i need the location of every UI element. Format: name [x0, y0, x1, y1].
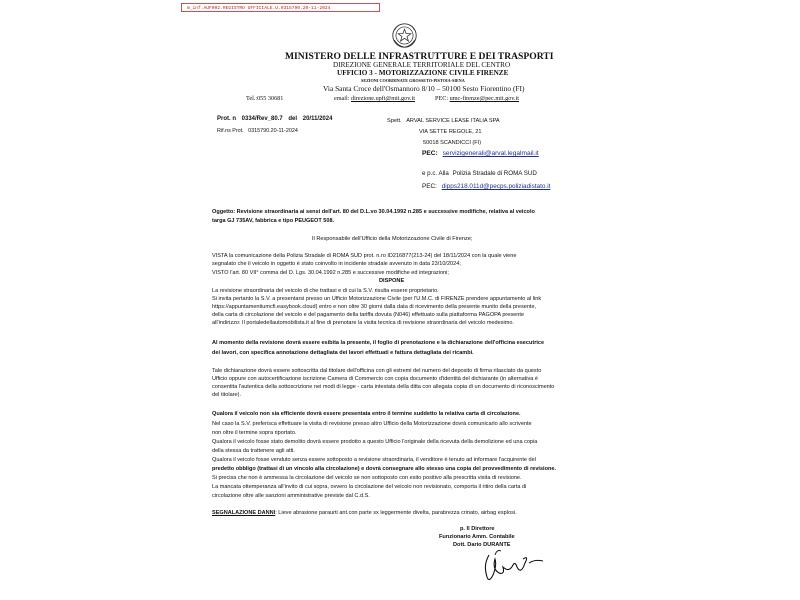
protocol-stamp: m_inf.AUF002.REGISTRO UFFICIALE.U.0315790.20-11-2024: [181, 3, 380, 12]
recipient-pec-label: PEC:: [422, 150, 438, 157]
prot-label: Prot. n: [217, 116, 236, 122]
para-6-line-1: Nel caso la S.V. preferisca effettuare la visita di revisione presso altro Ufficio della Motorizzazione dovrà comunicarlo allo scrivente: [212, 421, 532, 427]
office-title: UFFICIO 3 - MOTORIZZAZIONE CIVILE FIRENZE: [337, 69, 509, 77]
signature-name: Dott. Dario DURANTE: [453, 542, 511, 548]
vista-line-2: segnalato che il veicolo in oggetto è stato coinvolto in incidente stradale avvenuto in data 23/10/2024;: [212, 261, 461, 267]
spett-label: Spett.: [387, 118, 402, 124]
cc-pec-label: PEC:: [422, 183, 437, 190]
cc-name: Polizia Stradale di ROMA SUD: [452, 170, 537, 177]
para-2-line-3: della carta di circolazione del veicolo e del pagamento della tariffa dovuta (N046) effettuato sulla piattaforma PAGOPA presente: [212, 312, 524, 318]
visto-line: VISTO l'art. 80 VII° comma del D. Lgs. 30.04.1992 n.285 e successive modifiche ed integrazioni;: [212, 270, 449, 276]
para-10-line-2: circolazione oltre alle sanzioni amministrative previste dal C.d.S.: [212, 493, 370, 499]
prot-del-label: del: [288, 116, 298, 122]
cc-prefix: e p.c. Alla: [422, 170, 449, 177]
reference-protocol: [217, 128, 298, 134]
cc-pec: [422, 183, 550, 190]
recipient-name: [387, 118, 500, 124]
para-7-line-1: Qualora il veicolo fosse stato demolito dovrà essere prodotto a questo Ufficio l'originale della ricevuta della demolizione ed una copia: [212, 439, 538, 445]
rif-label: Rif.ns Prot.: [217, 128, 244, 134]
dispone-heading: DISPONE: [379, 278, 405, 284]
prot-date: 20/11/2024: [302, 116, 333, 122]
cc-recipient: [422, 170, 537, 177]
para-5: Qualora il veicolo non sia efficiente dovrà essere presentata entro il termine suddetto la relativa carta di circolazione.: [212, 411, 521, 417]
para-8-line-2: predetto obbligo (trattasi di un vincolo alla circolazione) e dovrà consegnare allo stesso una copia del provvedimento di revisione.: [212, 466, 556, 472]
para-4-line-2: Ufficio oppure con autocertificazione iscrizione Camera di Commercio con copia documento d'identità del dichiarante (in alternativa è: [212, 376, 538, 382]
italian-republic-emblem-icon: [391, 22, 418, 49]
para-8-line-1: Qualora il veicolo fosse venduto senza essere sottoposto a revisione straordinaria, il venditore è tenuto ad informare l'acquirente del: [212, 457, 536, 463]
office-pec: [435, 95, 519, 102]
subject-line-2: targa GJ 735AV, fabbrica e tipo PEUGEOT 508.: [212, 218, 335, 224]
vista-line-1: VISTA la comunicazione della Polizia Stradale di ROMA SUD prot. n.ro ID216877(213-24) del 18/11/2024 con la quale viene: [212, 253, 517, 259]
para-2-line-2: https://appuntamentiumcfi.easybook.cloud) entro e non oltre 30 giorni dalla data di ricevimento della presente munito della presente,: [212, 304, 537, 310]
office-phone: Tel.:055 30681: [246, 95, 284, 102]
para-2-line-4: all'indirizzo: Il portaledellautomobilista.it al fine di prenotare la visita tecnica di revisione straordinaria del veicolo medesimo.: [212, 320, 514, 326]
para-7-line-2: della stessa da trattenere agli atti.: [212, 448, 295, 454]
damage-report: [212, 510, 517, 516]
office-email: [334, 95, 415, 102]
subject-line-1: Oggetto: Revisione straordinaria ai sensi dell'art. 80 del D.L.vo 30.04.1992 n.285 e successive modifiche, relativa al veicolo: [212, 209, 535, 215]
para-4-line-3: consentita l'autentica della sottoscrizione nei modi di legge - carta intestata della ditta con allegata copia di un documento di riconoscimento: [212, 384, 555, 390]
para-10-line-1: La mancata ottemperanza all'invito di cui sopra, ovvero la circolazione del veicolo non revisionato, comporta il ritiro della carta di: [212, 484, 527, 490]
para-6-line-2: non oltre il termine sopra riportato.: [212, 430, 297, 436]
protocol-number: [217, 116, 332, 122]
email-label: email:: [334, 95, 350, 102]
recipient-street: VIA SETTE REGOLE, 21: [419, 129, 482, 135]
sections-text: SEZIONI COORDINATE GROSSETO-PISTOIA-SIENA: [361, 78, 465, 83]
para-3-line-2: dei lavori, con specifica annotazione dettagliata dei lavori effettuati e fattura dettagliata dei ricambi.: [212, 350, 474, 356]
para-1: La revisione straordinaria del veicolo di che trattasi e di cui la S.V. risulta essere proprietario.: [212, 288, 439, 294]
direction-title: DIREZIONE GENERALE TERRITORIALE DEL CENTRO: [333, 61, 511, 69]
recipient-city: 50018 SCANDICCI (FI): [423, 140, 482, 146]
pec-link[interactable]: umc-firenze@pec.mit.gov.it: [449, 95, 520, 102]
para-3-line-1: Al momento della revisione dovrà essere esibita la presente, il foglio di prenotazione e la dichiarazione dell'officina esecutrice: [212, 340, 545, 346]
prot-value: 0334/Rev_80.7: [241, 116, 283, 122]
para-4-line-1: Tale dichiarazione dovrà essere sottoscritta dal titolare dell'officina con gli estremi del numero del deposito di firma rilasciato da questo: [212, 368, 542, 374]
para-9: Si precisa che non è ammessa la circolazione del veicolo se non sottoposto con esito positivo alla prescritta visita di revisione.: [212, 475, 522, 481]
para-4-line-4: del titolare).: [212, 392, 241, 398]
pec-label: PEC:: [435, 95, 449, 102]
damage-label: SEGNALAZIONE DANNI: [212, 510, 276, 516]
email-link[interactable]: direzione.upfi@mit.gov.it: [351, 95, 415, 102]
signature-pp: p. Il Direttore: [460, 526, 495, 532]
damage-text: : Lieve abrasione paraurti ant.con parte sx leggermente divelta, parabrezza crinato, airbag esplosi.: [275, 510, 517, 516]
recipient-company: ARVAL SERVICE LEASE ITALIA SPA: [406, 118, 500, 124]
cc-pec-link[interactable]: dipps218.011d@pecps.poliziadistato.it: [441, 183, 551, 190]
recipient-pec-link[interactable]: servizigenerali@arval.legalmail.it: [442, 150, 539, 157]
ministry-title: MINISTERO DELLE INFRASTRUTTURE E DEI TRASPORTI: [285, 51, 554, 62]
responsible-line: Il Responsabile dell'Ufficio della Motorizzazione Civile di Firenze;: [312, 236, 473, 242]
handwritten-signature: [479, 547, 549, 587]
rif-value: 0315790.20-11-2024: [248, 128, 298, 134]
para-2-line-1: Si invita pertanto la S.V. a presentarsi presso un Ufficio Motorizzazione Civile (per l'U.M.C. di FIRENZE prendere appuntamento al link: [212, 296, 542, 302]
signature-role: Funzionario Amm. Contabile: [439, 534, 515, 540]
office-address: Via Santa Croce dell'Osmannoro 8/10 – 50100 Sesto Fiorentino (FI): [323, 84, 525, 93]
document-page: [172, 0, 628, 600]
recipient-pec: [422, 150, 539, 157]
